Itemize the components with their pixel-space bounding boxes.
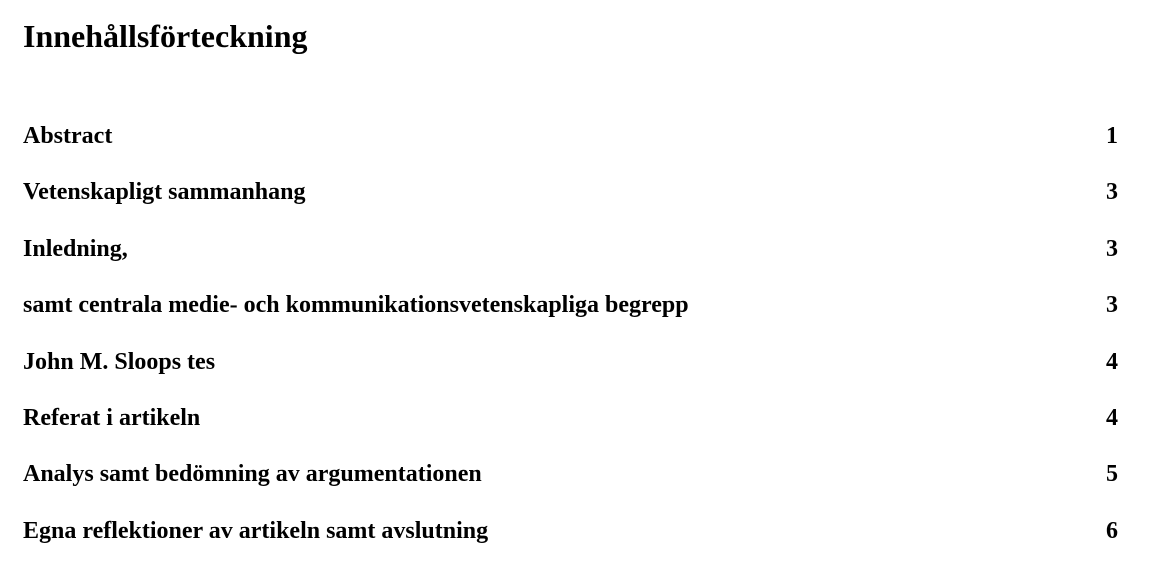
toc-entry-label: Analys samt bedömning av argumentationen <box>23 461 482 488</box>
toc-entry-sloops-tes[interactable] <box>23 345 1118 401</box>
toc-entry-inledning[interactable] <box>23 232 1118 288</box>
toc-entry-vetenskapligt-sammanhang[interactable] <box>23 175 1118 231</box>
toc-entry-label: Abstract <box>23 123 113 149</box>
toc-entry-label: Inledning, <box>23 235 128 262</box>
toc-entry-referat[interactable] <box>23 401 1118 457</box>
toc-list <box>23 119 1118 570</box>
toc-entry-page-number: 4 <box>1106 404 1118 431</box>
toc-entry-analys[interactable] <box>23 457 1118 513</box>
page-title: Innehållsförteckning <box>23 18 308 54</box>
toc-entry-page-number: 6 <box>1106 517 1118 544</box>
toc-entry-centrala-begrepp[interactable] <box>23 288 1118 344</box>
toc-entry-label: Referat i artikeln <box>23 404 201 431</box>
toc-entry-page-number: 5 <box>1106 461 1118 488</box>
toc-entry-page-number: 3 <box>1106 292 1118 319</box>
toc-entry-page-number: 3 <box>1106 179 1118 206</box>
toc-entry-page-number: 3 <box>1106 235 1118 262</box>
toc-entry-label: John M. Sloops tes <box>23 348 216 375</box>
toc-entry-label: samt centrala medie- och kommunikationsvetenskapliga begrepp <box>23 292 689 319</box>
toc-entry-page-number: 1 <box>1106 123 1118 149</box>
toc-entry-abstract[interactable] <box>23 119 1118 175</box>
toc-entry-label: Egna reflektioner av artikeln samt avslutning <box>23 517 489 544</box>
toc-entry-page-number: 4 <box>1106 348 1118 375</box>
toc-entry-label: Vetenskapligt sammanhang <box>23 179 306 206</box>
toc-entry-egna-reflektioner[interactable] <box>23 514 1118 570</box>
